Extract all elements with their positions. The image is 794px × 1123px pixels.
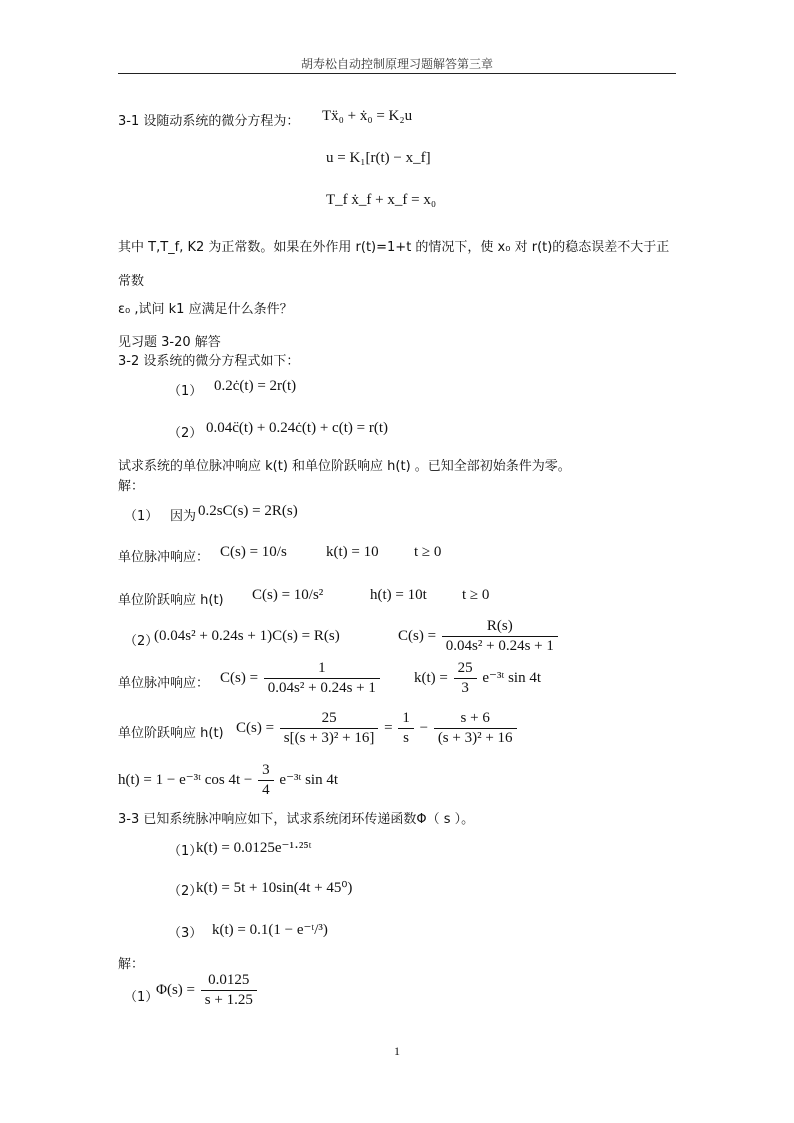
fraction-numerator: 25: [321, 710, 337, 726]
problem-3-1-text1: 其中 T,T_f, K2 为正常数。如果在外作用 r(t)=1+t 的情况下，使 x₀ 对 r(t)的稳态误差不大于正: [118, 240, 670, 255]
fraction-denominator: s + 1.25: [201, 990, 257, 1009]
solution-2-Cs-fraction: [442, 618, 558, 655]
fraction-denominator: 4: [258, 780, 274, 799]
problem-3-3-eq3-label: （3）: [168, 926, 203, 941]
solution-1-label: （1）: [124, 509, 159, 524]
equals-sign: =: [384, 719, 393, 736]
step-response-label-2: 单位阶跃响应 h(t): [118, 726, 224, 741]
problem-3-3-eq1-label: （1）: [168, 844, 203, 859]
problem-3-3-eq3: k(t) = 0.1(1 − e⁻ᵗ/³): [212, 922, 328, 938]
partial-fraction-2: [434, 710, 517, 747]
step-Cs-1: C(s) = 10/s²: [252, 587, 324, 603]
fraction-denominator: 0.04s² + 0.24s + 1: [442, 636, 558, 655]
impulse-kt-2-lhs: k(t) =: [414, 669, 448, 686]
impulse-Cs-2-fraction: [264, 660, 380, 697]
fraction-denominator: s: [398, 728, 414, 747]
step-response-label-1: 单位阶跃响应 h(t): [118, 593, 224, 608]
fraction-numerator: s + 6: [460, 710, 490, 726]
step-ht-1: h(t) = 10t: [370, 587, 427, 603]
fraction-denominator: (s + 3)² + 16: [434, 728, 517, 747]
problem-3-1-eq2: u = K₁[r(t) − x_f]: [326, 150, 431, 166]
problem-3-2-eq2-label: （2）: [168, 426, 203, 441]
problem-3-2-lead: 3-2 设系统的微分方程式如下：: [118, 354, 300, 369]
problem-3-3-solution-1: [156, 972, 259, 1009]
problem-3-2-task: 试求系统的单位脉冲响应 k(t) 和单位阶跃响应 h(t) 。已知全部初始条件为零。: [118, 459, 571, 474]
problem-3-3-eq1: k(t) = 0.0125e⁻¹·²⁵ᵗ: [196, 840, 312, 856]
solution-2-equation: (0.04s² + 0.24s + 1)C(s) = R(s): [154, 628, 340, 644]
problem-3-2-eq2: 0.04c̈(t) + 0.24ċ(t) + c(t) = r(t): [206, 420, 388, 436]
partial-fraction-1: [398, 710, 414, 747]
step-ht-2-fraction: [258, 762, 274, 799]
impulse-kt-2: [414, 660, 541, 697]
impulse-Cs-1: C(s) = 10/s: [220, 544, 287, 560]
fraction-numerator: 1: [318, 660, 326, 676]
minus-sign: −: [419, 719, 429, 736]
impulse-condition-1: t ≥ 0: [414, 544, 442, 560]
solution-1-text: 因为: [170, 509, 197, 524]
impulse-kt-1: k(t) = 10: [326, 544, 379, 560]
solution-2-Cs: [398, 618, 560, 655]
impulse-response-label-1: 单位脉冲响应：: [118, 550, 210, 565]
problem-3-1-eq3: T_f ẋ_f + x_f = x₀: [326, 192, 437, 208]
problem-3-1-lead: 3-1 设随动系统的微分方程为：: [118, 114, 300, 129]
solution-2-Cs-lhs: C(s) =: [398, 627, 437, 644]
impulse-kt-2-fraction: [454, 660, 477, 697]
step-condition-1: t ≥ 0: [462, 587, 490, 603]
problem-3-1-text2: 常数: [118, 274, 145, 289]
fraction-numerator: 1: [402, 710, 410, 726]
problem-3-2-eq1: 0.2ċ(t) = 2r(t): [214, 378, 297, 394]
impulse-Cs-2: [220, 660, 382, 697]
step-Cs-2-fraction: [280, 710, 379, 747]
step-ht-2-rest: e⁻³ᵗ sin 4t: [279, 771, 339, 788]
problem-3-1-reference: 见习题 3-20 解答: [118, 335, 221, 350]
impulse-response-label-2: 单位脉冲响应：: [118, 676, 210, 691]
problem-3-3-solution-label: 解：: [118, 957, 145, 972]
problem-3-2-solution-label: 解：: [118, 479, 145, 494]
problem-3-3-eq2: k(t) = 5t + 10sin(4t + 45⁰): [196, 880, 353, 896]
problem-3-1-text3: ε₀ ,试问 k1 应满足什么条件？: [118, 302, 293, 317]
step-ht-2: [118, 762, 338, 799]
page-header: 胡寿松自动控制原理习题解答第三章: [300, 57, 493, 71]
solution-1-equation: 0.2sC(s) = 2R(s): [198, 503, 298, 519]
fraction-numerator: 25: [457, 660, 473, 676]
fraction-numerator: R(s): [486, 618, 513, 634]
fraction-denominator: s[(s + 3)² + 16]: [280, 728, 379, 747]
step-Cs-2: [236, 710, 519, 747]
transfer-function-lhs: Φ(s) =: [156, 981, 196, 998]
problem-3-2-eq1-label: （1）: [168, 384, 203, 399]
fraction-numerator: 3: [262, 762, 270, 778]
transfer-function-fraction: [201, 972, 257, 1009]
impulse-kt-2-rest: e⁻³ᵗ sin 4t: [482, 669, 541, 686]
fraction-numerator: 0.0125: [208, 972, 250, 988]
impulse-Cs-2-lhs: C(s) =: [220, 669, 259, 686]
solution-2-label: （2）: [124, 634, 159, 649]
problem-3-3-lead: 3-3 已知系统脉冲响应如下，试求系统闭环传递函数Φ（ s ）。: [118, 812, 475, 827]
page-number: 1: [394, 1044, 400, 1058]
step-ht-2-lhs: h(t) = 1 − e⁻³ᵗ cos 4t −: [118, 771, 253, 788]
fraction-denominator: 3: [454, 678, 477, 697]
step-Cs-2-lhs: C(s) =: [236, 719, 275, 736]
problem-3-3-solution-1-label: （1）: [124, 990, 159, 1005]
problem-3-3-eq2-label: （2）: [168, 884, 203, 899]
fraction-denominator: 0.04s² + 0.24s + 1: [264, 678, 380, 697]
problem-3-1-eq1: Tẍ₀ + ẋ₀ = K₂u: [322, 108, 413, 124]
header-rule: [118, 73, 676, 74]
